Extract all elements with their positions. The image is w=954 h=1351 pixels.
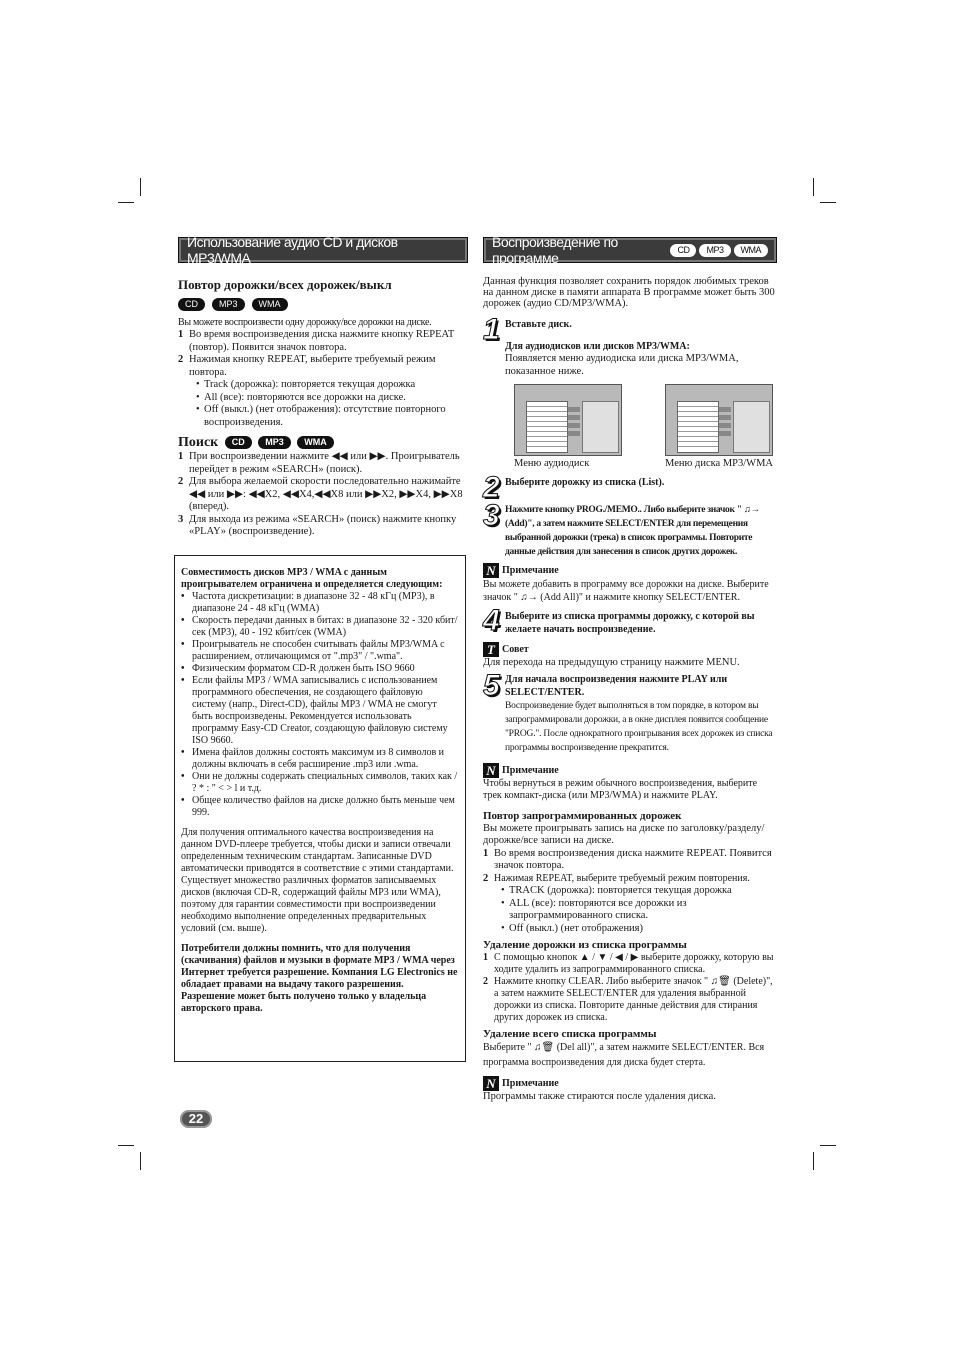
delete-all-title: Удаление всего списка программы: [483, 1027, 657, 1040]
crop-mark: [820, 202, 836, 203]
badge-mp3: MP3: [699, 244, 730, 257]
crop-mark: [118, 1145, 134, 1146]
search-title-row: [178, 435, 468, 451]
note-icon: N: [483, 1076, 499, 1091]
menu1-caption: Меню аудиодиск: [514, 458, 590, 469]
crop-mark: [140, 1152, 141, 1170]
left-column: [178, 234, 468, 539]
left-banner: [178, 234, 468, 266]
badge-cd: CD: [670, 244, 696, 257]
repeat-bullet: • Track (дорожка): повторяется текущая дорожка: [196, 379, 416, 390]
crop-mark: [813, 1152, 814, 1170]
right-column: [483, 234, 777, 1104]
program-step-4: 4 Выберите из списка программы дорожку, с которой вы желаете начать воспроизведение.: [483, 603, 755, 637]
badge-mp3: MP3: [212, 298, 245, 311]
box-warning: Потребители должны помнить, что для получения (скачивания) файлов и музыки в формате MP3 / WMA через Интернет требуется разрешение. Компания LG Electronics не обладает правами на выдачу такого разрешения. Разрешение может быть получено только у владельца авторского права.: [181, 943, 458, 1014]
repeat-bullet: • All (все): повторяются все дорожки на диске.: [196, 391, 406, 403]
repeat-program-section: Повтор запрограммированных дорожек Вы можете проигрывать запись на диске по заголовку/разделу/дорожке/все записи на диске. 1 Во время воспроизведения диска нажмите REPEAT. Появится значок повтора. 2 Нажимая REPEAT, выберите требуемый режим повторения. • TRACK (дорожка): повторяется текущая дорожка • ALL (все): повторяются все дорожки из запрограммированного списка. • Off (выкл.) (нет отображения): [483, 810, 777, 935]
box-bullet: • Имена файлов должны состоять максимум из 8 символов и должны включать в себя расширение .mp3 или .wma.: [181, 747, 445, 770]
program-step-2: 2 Выберите дорожку из списка (List).: [483, 470, 665, 504]
crop-mark: [118, 202, 134, 203]
repeat-section: [178, 277, 468, 429]
menu-captions: [483, 458, 777, 471]
left-banner-title: Использование аудио CD и дисков MP3/WMA: [187, 234, 398, 266]
repeat-intro: Вы можете воспроизвести одну дорожку/все дорожки на диске.: [178, 317, 432, 328]
box-bullet: • Если файлы MP3 / WMA записывались с использованием программного обеспечения, не создающего файловую систему (напр., Direct-CD), файлы MP3 / WMA не смогут быть воспроизведены. Рекомендуется использовать программу Easy-CD Creator, создающую файловую систему ISO 9660.: [181, 675, 448, 746]
search-step-1: 1 При воспроизведении нажмите ◀◀ или ▶▶. Проигрыватель перейдет в режим «SEARCH» (поиск).: [178, 451, 460, 475]
program-step-3: 3 Нажмите кнопку PROG./MEMO.. Либо выберите значок " ♫→ (Add)", а затем нажмите SELECT/ENTER для перемещения выбранной дорожки (трека) в список программы. Повторите данные действия для занесения в список других дорожек.: [483, 498, 760, 557]
right-banner: [483, 234, 777, 266]
repeat-badges: [175, 295, 468, 313]
right-banner-title: Воспроизведение по программе: [492, 234, 618, 266]
note-1: N Примечание Вы можете добавить в программу все дорожки на диске. Выберите значок " ♫→ (Add All)" и нажмите кнопку SELECT/ENTER.: [483, 562, 769, 603]
mp3-wma-menu-screen: [665, 384, 773, 456]
tip-icon: T: [483, 642, 499, 657]
delete-track-section: Удаление дорожки из списка программы 1 С помощью кнопок ▲ / ▼ / ◀ / ▶ выберите дорожку, которую вы ходите удалить из запрограммированного списка. 2 Нажмите кнопку CLEAR. Либо выберите значок " ♫🗑 (Delete)", а затем нажмите SELECT/ENTER для удаления выбранной дорожки из списка. Повторите данные действия для стирания других дорожек из списка.: [483, 939, 777, 1024]
crop-mark: [813, 178, 814, 196]
search-title: Поиск: [178, 435, 219, 450]
audio-cd-menu-screen: [514, 384, 622, 456]
box-bullet: • Общее количество файлов на диске должно быть меньше чем 999.: [181, 795, 455, 818]
program-intro: Данная функция позволяет сохранить порядок любимых треков на данном диске в памяти аппарата В программе может быть 300 дорожек (аудио CD/MP3/WMA).: [483, 276, 775, 309]
note-3: N Примечание Программы также стираются после удаления диска.: [483, 1076, 716, 1102]
repeat-bullet: • Off (выкл.) (нет отображения): отсутствие повторного воспроизведения.: [196, 404, 446, 428]
badge-cd: CD: [178, 298, 205, 311]
repeat-title: Повтор дорожки/всех дорожек/выкл: [178, 277, 392, 292]
note-2: N Примечание Чтобы вернуться в режим обычного воспроизведения, выберите трек компакт-диска (или MP3/WMA) и нажмите PLAY.: [483, 763, 758, 801]
tip: T Совет Для перехода на предыдущую страницу нажмите MENU.: [483, 641, 740, 668]
box-bullet: • Скорость передачи данных в битах: в диапазоне 32 - 320 кбит/сек (MP3), 40 - 192 кбит/сек (WMA): [181, 615, 458, 638]
compatibility-box: [174, 555, 466, 1062]
step-number: 1: [483, 313, 500, 346]
badge-wma: WMA: [297, 436, 334, 449]
box-bullet: • Проигрыватель не способен считывать файлы MP3/WMA с расширением, отличающимся от ".mp3" / ".wma".: [181, 639, 445, 662]
box-bullet: • Они не должны содержать специальных символов, таких как / ? * : " < > l и т.д.: [181, 771, 458, 794]
repeat-step-2: 2 Нажимая кнопку REPEAT, выберите требуемый режим повтора.: [178, 354, 436, 378]
crop-mark: [140, 178, 141, 196]
menu-screens: [483, 384, 777, 456]
search-step-3: 3 Для выхода из режима «SEARCH» (поиск) нажмите кнопку «PLAY» (воспроизведение).: [178, 513, 457, 537]
program-step-1: 1 Вставьте диск. Для аудиодисков или дисков MP3/WMA: Появляется меню аудиодиска или диска MP3/WMA, показанное ниже.: [483, 313, 739, 377]
box-bullet: • Частота дискретизации: в диапазоне 32 - 48 кГц (MP3), в диапазоне 24 - 48 кГц (WMA): [181, 591, 435, 614]
badge-wma: WMA: [252, 298, 288, 311]
repeat-step-1: 1 Во время воспроизведения диска нажмите кнопку REPEAT (повтор). Появится значок повтора.: [178, 329, 455, 353]
search-step-2: 2 Для выбора желаемой скорости последовательно нажимайте ◀◀ или ▶▶: ◀◀X2, ◀◀X4,◀◀X8 или ▶▶X2, ▶▶X4, ▶▶X8 (вперед).: [178, 476, 463, 512]
box-heading: Совместимость дисков MP3 / WMA с данным проигрывателем ограничена и определяется следующим:: [181, 567, 443, 590]
program-step-5: 5 Для начала воспроизведения нажмите PLAY или SELECT/ENTER. Воспроизведение будет выполняться в том порядке, в котором вы запрограммировали дорожки, а в окне дисплея появится сообщение "PROG.". После однократного проигрывания всех дорожек из списка программы воспроизведение прекратится.: [483, 669, 773, 753]
badge-wma: WMA: [734, 244, 769, 257]
page-number: 22: [180, 1110, 212, 1128]
delete-track-title: Удаление дорожки из списка программы: [483, 939, 687, 951]
note-icon: N: [483, 763, 499, 778]
delete-all-section: Удаление всего списка программы Выберите " ♫🗑 (Del all)", а затем нажмите SELECT/ENTER. Вся программа воспроизведения для диска будет стерта.: [483, 1028, 777, 1071]
menu2-caption: Меню диска MP3/WMA: [665, 458, 773, 469]
badge-mp3: MP3: [258, 436, 291, 449]
crop-mark: [820, 1145, 836, 1146]
search-section: [178, 435, 468, 539]
badge-cd: CD: [225, 436, 252, 449]
box-bullet: • Физическим форматом CD-R должен быть ISO 9660: [181, 663, 415, 674]
repeat-program-title: Повтор запрограммированных дорожек: [483, 810, 682, 822]
note-icon: N: [483, 563, 499, 578]
box-paragraph: Для получения оптимального качества воспроизведения на данном DVD-плеере требуется, чтобы диски и записи отвечали определенным техническим стандартам. Записанные DVD автоматически приводятся в соответствие с этими стандартами. Существует множество различных форматов записываемых дисков (включая CD-R, содержащий файлы MP3 или WMA), поэтому для гарантии совместимости при воспроизведении необходимо выполнение определенных предварительных условий (см. выше).: [181, 827, 454, 934]
